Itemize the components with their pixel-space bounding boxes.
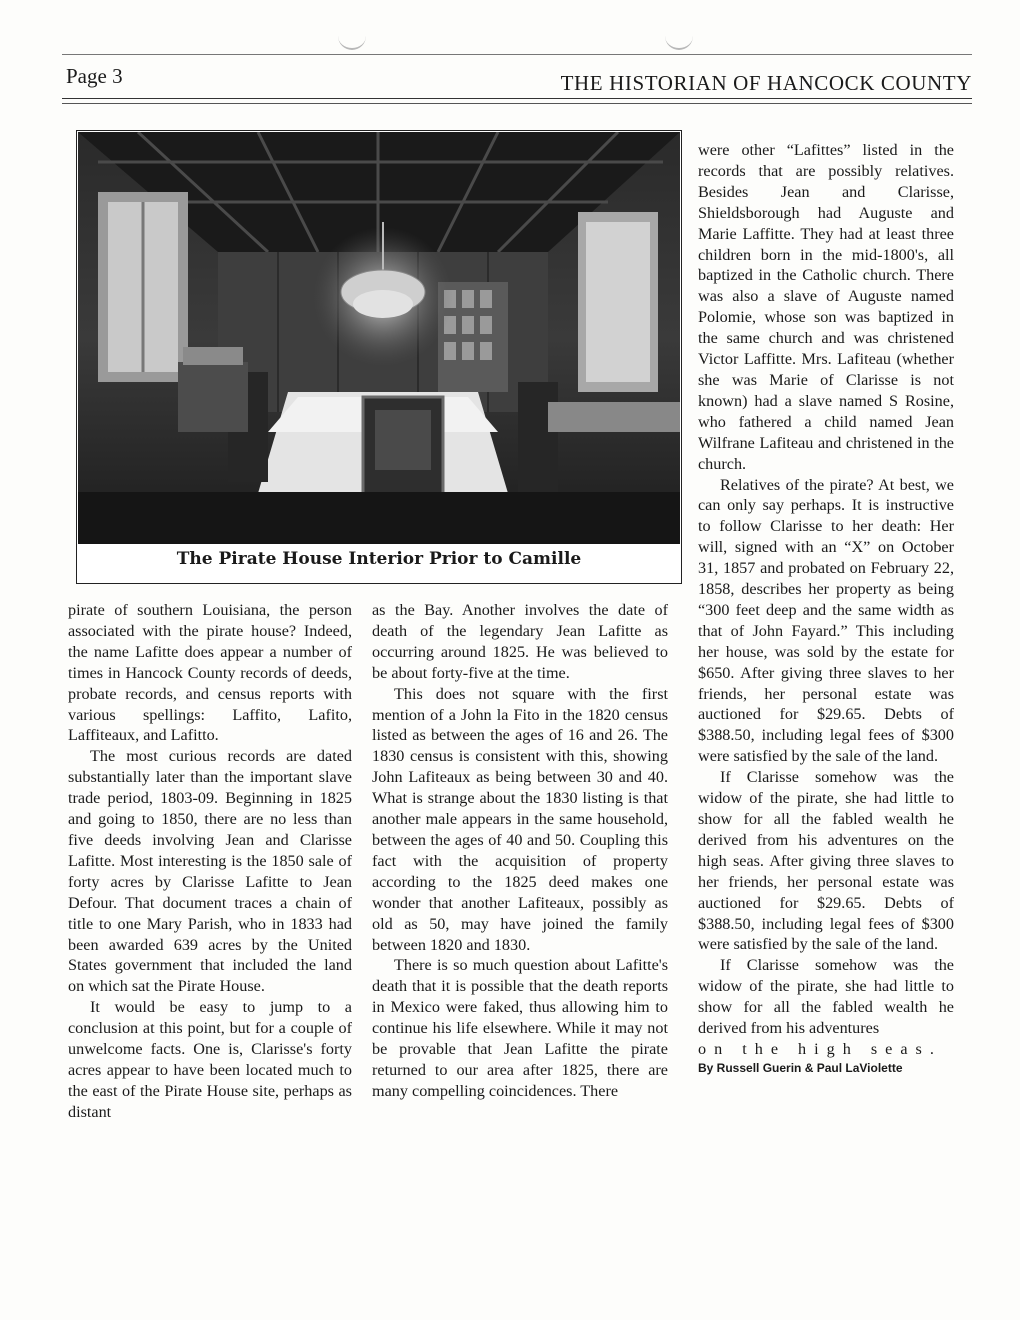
punch-hole-left	[338, 30, 366, 50]
paragraph-ending: on the high seas.	[698, 1039, 942, 1058]
punch-hole-right	[665, 30, 693, 50]
photo-figure	[76, 130, 682, 584]
top-rule	[62, 54, 972, 55]
paragraph: pirate of southern Louisiana, the person associated with the pirate house? Indeed, the name Lafitte does appear a number of times in Hancock County records of deeds, probate records, and census reports with various spellings: Laffito, Lafito, Laffiteaux, and Lafitto.	[68, 601, 352, 745]
article-column-3	[698, 140, 954, 1076]
page-header	[66, 64, 972, 94]
header-rule	[62, 98, 972, 99]
article-column-1	[68, 600, 352, 1123]
article-column-2	[372, 600, 668, 1102]
pirate-house-interior-photo	[78, 132, 680, 544]
paragraph: The most curious records are dated substantially later than the important slave trade period, 1803-09. Beginning in 1825 and going to 1850, there are no less than five deeds involving Jean and Clarisse Lafitte. Most interesting is the 1850 sale of forty acres by Clarisse Lafitte to Jean Defour. That document traces a chain of title to one Mary Parish, who in 1833 had been awarded 639 acres by the United States government that included the land on which sat the Pirate House.	[68, 747, 352, 996]
paragraph: Relatives of the pirate? At best, we can only say perhaps. It is instructive to follow Clarisse to her death: Her will, signed with an “X” on October 31, 1857 and probated on February 22, 1858, describes her property as being “300 feet deep and the same width as that of John Fayard.” This including her house, was sold by the estate for $650. After giving three slaves to her friends, her personal estate was auctioned for $29.65. Debts of $388.50, including legal fees of $300 were satisfied by the sale of the land.	[698, 475, 954, 766]
paragraph: There is so much question about Lafitte's death that it is possible that the death reports in Mexico were faked, thus allowing him to continue his life elsewhere. While it may not be provable that Jean Lafitte the pirate returned to our area after 1825, there are many compelling coincidences. There	[372, 956, 668, 1100]
photo-caption: The Pirate House Interior Prior to Camille	[176, 549, 582, 569]
paragraph: as the Bay. Another involves the date of death of the legendary Jean Lafitte as occurring around 1825. He was believed to be about forty-five at the time.	[372, 601, 668, 682]
paragraph: This does not square with the first mention of a John la Fito in the 1820 census listed as between the ages of 16 and 26. The 1830 census is consistent with this, showing John Lafiteaux as being between 30 and 40. What is strange about the 1830 listing is that another male appears in the same household, between the ages of 40 and 50. Coupling this fact with the acquisition of property according to the 1825 deed makes one wonder that another Lafiteaux, possibly as old as 50, may have joined the family between 1820 and 1830.	[372, 684, 668, 954]
header-rule-double	[62, 103, 972, 104]
page-number: Page 3	[66, 64, 123, 88]
paragraph: It would be easy to jump to a conclusion at this point, but for a couple of unwelcome facts. One is, Clarisse's forty acres appear to have been located much to the east of the Pirate House site, perhaps as distant	[68, 998, 352, 1121]
paragraph: were other “Lafittes” listed in the records that are possibly relatives. Besides Jean and Clarisse, Shieldsborough had Auguste and Marie Laffitte. They had at least three children born in the mid-1800's, all baptized in the Catholic church. There was also a slave of Auguste named Polomie, whose son was baptized in the same church and was christened Victor Laffitte. Mrs. Lafiteau (whether she was Marie of Clarisse is not known) had a slave named S Rosine, who fathered a child named Jean Wilfrane Lafiteau and christened in the church.	[698, 141, 954, 473]
masthead-title: THE HISTORIAN OF HANCOCK COUNTY	[560, 71, 972, 95]
paragraph: If Clarisse somehow was the widow of the pirate, she had little to show for all the fabled wealth he derived from his adventures	[698, 956, 954, 1038]
byline: By Russell Guerin & Paul LaViolette	[698, 1060, 903, 1075]
paragraph: If Clarisse somehow was the widow of the pirate, she had little to show for all the fabled wealth he derived from his adventures on the high seas. After giving three slaves to her friends, her personal estate was auctioned for $29.65. Debts of $388.50, including legal fees of $300 were satisfied by the sale of the land.	[698, 768, 954, 954]
